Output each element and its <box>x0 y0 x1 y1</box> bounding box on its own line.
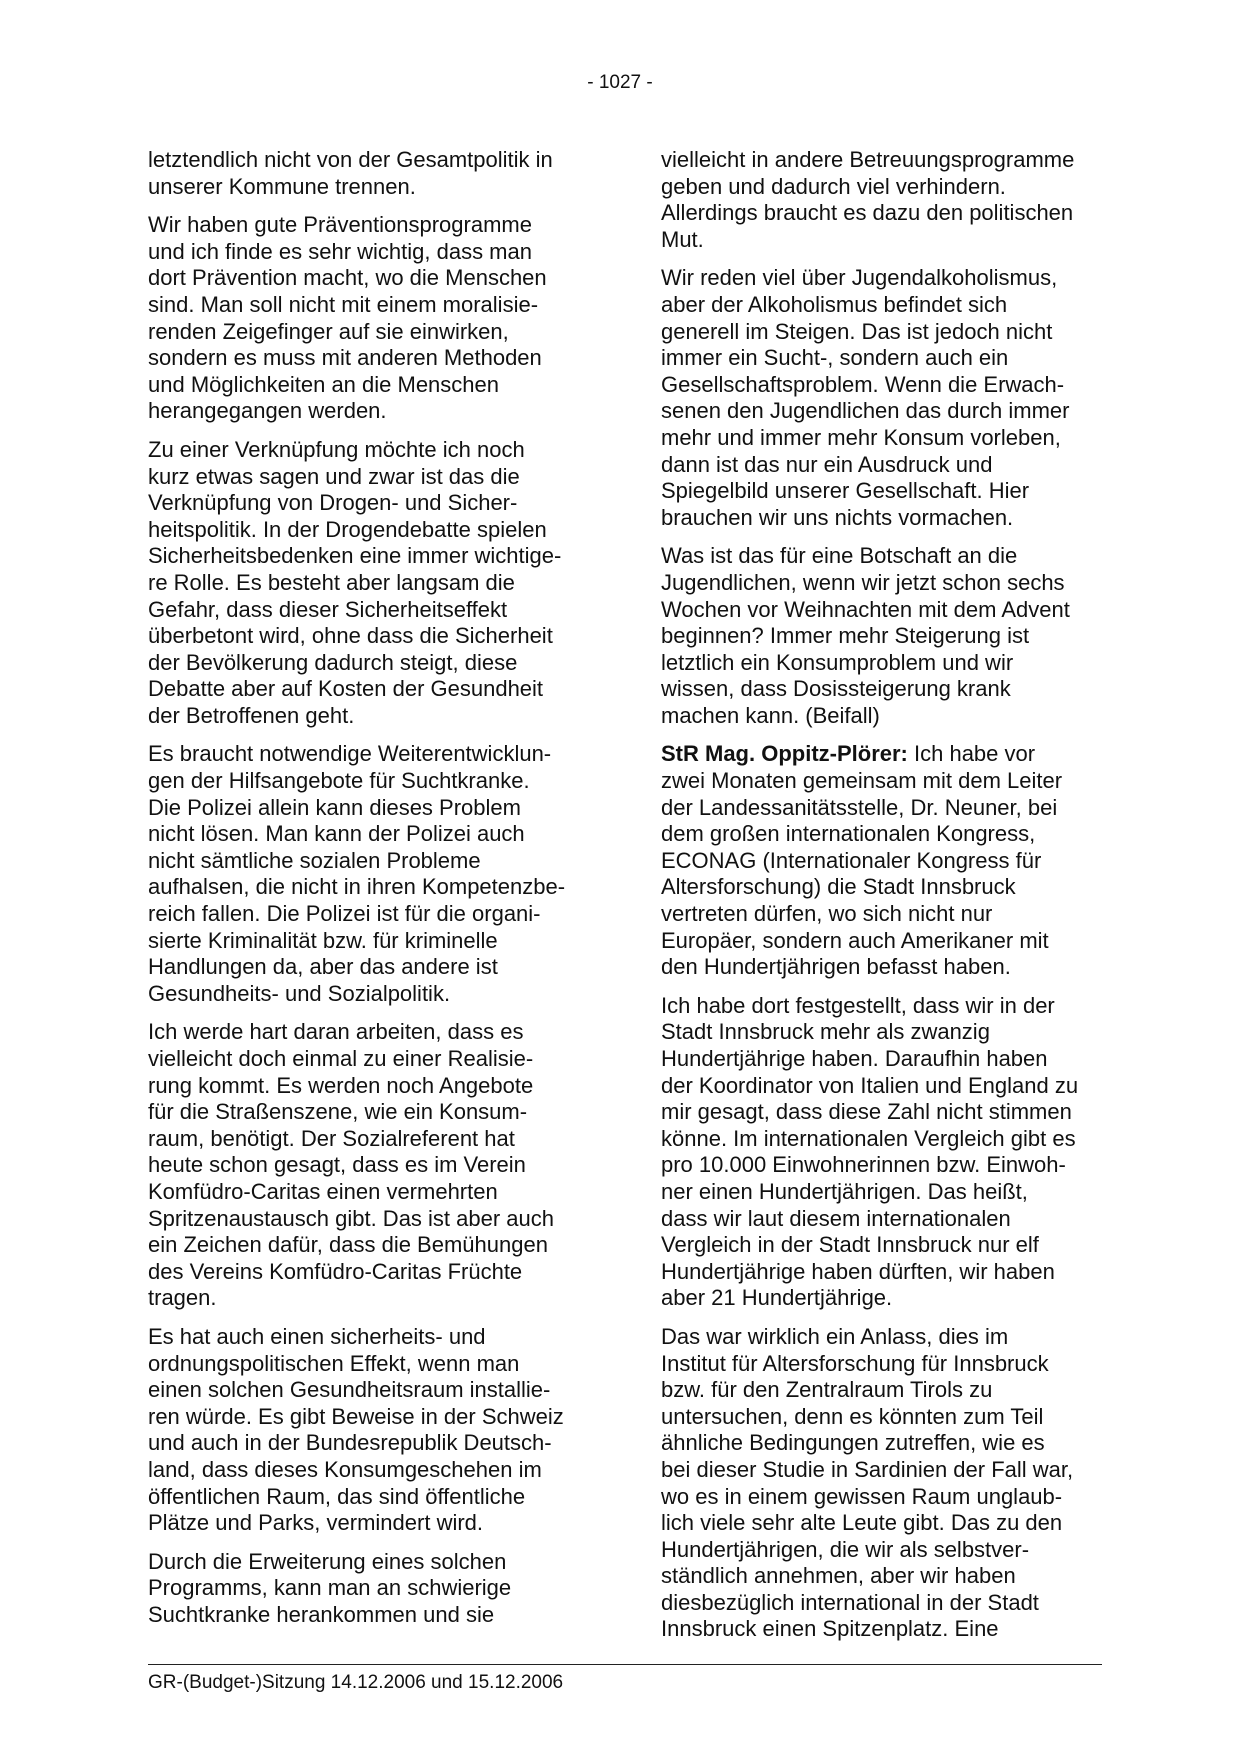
text-line: dass wir laut diesem internationalen <box>661 1205 1011 1231</box>
text-line: wo es in einem gewissen Raum unglaub- <box>661 1483 1063 1509</box>
text-line: Verknüpfung von Drogen- und Sicher- <box>148 490 518 516</box>
text-line: sondern es muss mit anderen Methoden <box>148 345 542 371</box>
text-line: Programms, kann man an schwierige <box>148 1575 512 1601</box>
text-line: letztlich ein Konsumproblem und wir <box>661 649 1014 675</box>
text-line: aber der Alkoholismus befindet sich <box>661 291 1008 317</box>
paragraph <box>148 1324 588 1537</box>
text-line: re Rolle. Es besteht aber langsam die <box>148 569 515 595</box>
text-line: sierte Kriminalität bzw. für kriminelle <box>148 927 498 953</box>
text-line: dann ist das nur ein Ausdruck und <box>661 451 993 477</box>
text-line: ordnungspolitischen Effekt, wenn man <box>148 1350 520 1376</box>
text-line: Zu einer Verknüpfung möchte ich noch <box>148 436 525 462</box>
text-line: renden Zeigefinger auf sie einwirken, <box>148 318 509 344</box>
text-line: Durch die Erweiterung eines solchen <box>148 1548 507 1574</box>
text-line: und auch in der Bundesrepublik Deutsch- <box>148 1430 552 1456</box>
text-line: für die Straßenszene, wie ein Konsum- <box>148 1099 528 1125</box>
text-line: senen den Jugendlichen das durch immer <box>661 398 1070 424</box>
text-line: lich viele sehr alte Leute gibt. Das zu den <box>661 1510 1063 1536</box>
text-line: Was ist das für eine Botschaft an die <box>661 543 1018 569</box>
text-line: Altersforschung) die Stadt Innsbruck <box>661 874 1016 900</box>
text-line: Hundertjährigen, die wir als selbstver- <box>661 1536 1030 1562</box>
text-line: ein Zeichen dafür, dass die Bemühungen <box>148 1232 548 1258</box>
speaker-line-rest: Ich habe vor <box>907 741 1036 767</box>
text-line: Es hat auch einen sicherheits- und <box>148 1323 486 1349</box>
text-line: reich fallen. Die Polizei ist für die organi- <box>148 901 541 927</box>
page-number: - 1027 - <box>587 72 653 93</box>
left-column <box>148 147 588 1640</box>
paragraph <box>148 147 588 200</box>
text-line: sind. Man soll nicht mit einem moralisie- <box>148 291 539 317</box>
text-line: Das war wirklich ein Anlass, dies im <box>661 1323 1009 1349</box>
text-line: Allerdings braucht es dazu den politischen <box>661 200 1074 226</box>
text-line: Vergleich in der Stadt Innsbruck nur elf <box>661 1232 1039 1258</box>
text-line: vertreten dürfen, wo sich nicht nur <box>661 901 993 927</box>
text-line: ren würde. Es gibt Beweise in der Schweiz <box>148 1403 564 1429</box>
text-line: Spiegelbild unserer Gesellschaft. Hier <box>661 478 1030 504</box>
text-line: nicht sämtliche sozialen Probleme <box>148 847 481 873</box>
text-line: Sicherheitsbedenken eine immer wichtige- <box>148 543 562 569</box>
text-line: Innsbruck einen Spitzenplatz. Eine <box>661 1616 999 1642</box>
paragraph <box>148 1549 588 1629</box>
text-line: dort Prävention macht, wo die Menschen <box>148 265 547 291</box>
text-line: pro 10.000 Einwohnerinnen bzw. Einwoh- <box>661 1152 1066 1178</box>
text-line: der Koordinator von Italien und England zu <box>661 1072 1079 1098</box>
text-line: zwei Monaten gemeinsam mit dem Leiter <box>661 768 1063 794</box>
text-line: diesbezüglich international in der Stadt <box>661 1589 1039 1615</box>
text-line: den Hundertjährigen befasst haben. <box>661 954 1011 980</box>
text-line: nicht lösen. Man kann der Polizei auch <box>148 821 525 847</box>
right-column <box>661 147 1101 1655</box>
text-line: der Betroffenen geht. <box>148 702 355 728</box>
text-line: ner einen Hundertjährigen. Das heißt, <box>661 1178 1028 1204</box>
text-line: immer ein Sucht-, sondern auch ein <box>661 345 1009 371</box>
text-line: und Möglichkeiten an die Menschen <box>148 371 500 397</box>
text-line: herangegangen werden. <box>148 398 387 424</box>
text-line: Spritzenaustausch gibt. Das ist aber auch <box>148 1205 555 1231</box>
paragraph <box>661 741 1101 980</box>
text-line: Hundertjährige haben. Daraufhin haben <box>661 1046 1048 1071</box>
text-line: ständlich annehmen, aber wir haben <box>661 1563 1016 1589</box>
text-line: kurz etwas sagen und zwar ist das die <box>148 463 520 489</box>
text-line: mehr und immer mehr Konsum vorleben, <box>661 424 1061 450</box>
text-line: vielleicht in andere Betreuungsprogramme <box>661 147 1075 172</box>
text-line: machen kann. (Beifall) <box>661 702 880 728</box>
text-line: könne. Im internationalen Vergleich gibt es <box>661 1125 1076 1151</box>
text-line: Debatte aber auf Kosten der Gesundheit <box>148 676 544 702</box>
paragraph <box>661 265 1101 531</box>
text-line: letztendlich nicht von der Gesamtpolitik in <box>148 147 553 172</box>
paragraph <box>661 147 1101 253</box>
paragraph <box>148 437 588 730</box>
text-line: aufhalsen, die nicht in ihren Kompetenzbe- <box>148 874 566 900</box>
paragraph <box>661 1324 1101 1643</box>
text-line: wissen, dass Dosissteigerung krank <box>661 676 1011 702</box>
paragraph <box>148 741 588 1007</box>
footer-divider <box>148 1664 1102 1665</box>
text-line: mir gesagt, dass diese Zahl nicht stimmen <box>661 1099 1072 1125</box>
text-line: geben und dadurch viel verhindern. <box>661 173 1006 199</box>
text-line: land, dass dieses Konsumgeschehen im <box>148 1456 542 1482</box>
text-line: Plätze und Parks, vermindert wird. <box>148 1510 484 1536</box>
text-line: ähnliche Bedingungen zutreffen, wie es <box>661 1430 1045 1456</box>
text-line: Wochen vor Weihnachten mit dem Advent <box>661 596 1070 622</box>
text-line: heute schon gesagt, dass es im Verein <box>148 1152 526 1178</box>
text-line: beginnen? Immer mehr Steigerung ist <box>661 623 1030 649</box>
text-line: Europäer, sondern auch Amerikaner mit <box>661 927 1049 953</box>
text-line: aber 21 Hundertjährige. <box>661 1285 893 1311</box>
text-line: generell im Steigen. Das ist jedoch nicht <box>661 318 1053 344</box>
text-line: bei dieser Studie in Sardinien der Fall war, <box>661 1456 1074 1482</box>
text-line: Jugendlichen, wenn wir jetzt schon sechs <box>661 569 1065 595</box>
text-line: Institut für Altersforschung für Innsbruck <box>661 1350 1049 1376</box>
text-line: heitspolitik. In der Drogendebatte spielen <box>148 516 547 542</box>
text-line: einen solchen Gesundheitsraum installie- <box>148 1377 551 1403</box>
text-line: Es braucht notwendige Weiterentwicklun- <box>148 741 552 767</box>
text-line: brauchen wir uns nichts vormachen. <box>661 504 1014 530</box>
speaker-name: StR Mag. Oppitz-Plörer: <box>661 741 908 767</box>
text-line: unserer Kommune trennen. <box>148 173 416 199</box>
text-line: rung kommt. Es werden noch Angebote <box>148 1072 534 1098</box>
text-line: des Vereins Komfüdro-Caritas Früchte <box>148 1258 523 1284</box>
text-line: und ich finde es sehr wichtig, dass man <box>148 238 532 264</box>
text-line: dem großen internationalen Kongress, <box>661 821 1036 847</box>
text-line: Wir haben gute Präventionsprogramme <box>148 212 532 238</box>
text-line: gen der Hilfsangebote für Suchtkranke. <box>148 768 530 794</box>
text-line: Die Polizei allein kann dieses Problem <box>148 794 521 820</box>
text-line: untersuchen, denn es könnten zum Teil <box>661 1403 1044 1429</box>
text-line: Handlungen da, aber das andere ist <box>148 954 498 980</box>
text-line: ECONAG (Internationaler Kongress für <box>661 847 1042 873</box>
text-line: Suchtkranke herankommen und sie <box>148 1601 495 1627</box>
text-line: Gefahr, dass dieser Sicherheitseffekt <box>148 596 508 622</box>
text-line: tragen. <box>148 1285 217 1311</box>
text-line: Gesellschaftsproblem. Wenn die Erwach- <box>661 371 1065 397</box>
text-line: vielleicht doch einmal zu einer Realisie- <box>148 1046 534 1071</box>
text-line: Ich habe dort festgestellt, dass wir in der <box>661 992 1055 1018</box>
text-line: überbetont wird, ohne dass die Sicherheit <box>148 623 553 649</box>
text-line: Mut. <box>661 226 704 252</box>
text-line: Wir reden viel über Jugendalkoholismus, <box>661 265 1058 291</box>
text-line: Hundertjährige haben dürften, wir haben <box>661 1258 1055 1284</box>
text-line: bzw. für den Zentralraum Tirols zu <box>661 1377 993 1403</box>
text-line <box>661 741 1101 768</box>
text-line: der Landessanitätsstelle, Dr. Neuner, bei <box>661 794 1058 820</box>
paragraph <box>148 212 588 425</box>
text-line: raum, benötigt. Der Sozialreferent hat <box>148 1125 515 1151</box>
text-line: Komfüdro-Caritas einen vermehrten <box>148 1178 498 1204</box>
footer-text: GR-(Budget-)Sitzung 14.12.2006 und 15.12.2006 <box>148 1672 564 1693</box>
text-line: Ich werde hart daran arbeiten, dass es <box>148 1019 524 1045</box>
paragraph <box>661 993 1101 1312</box>
paragraph <box>661 543 1101 729</box>
text-line: Gesundheits- und Sozialpolitik. <box>148 980 451 1006</box>
paragraph <box>148 1019 588 1312</box>
text-line: der Bevölkerung dadurch steigt, diese <box>148 649 518 675</box>
text-line: öffentlichen Raum, das sind öffentliche <box>148 1483 526 1509</box>
text-line: Stadt Innsbruck mehr als zwanzig <box>661 1019 990 1045</box>
